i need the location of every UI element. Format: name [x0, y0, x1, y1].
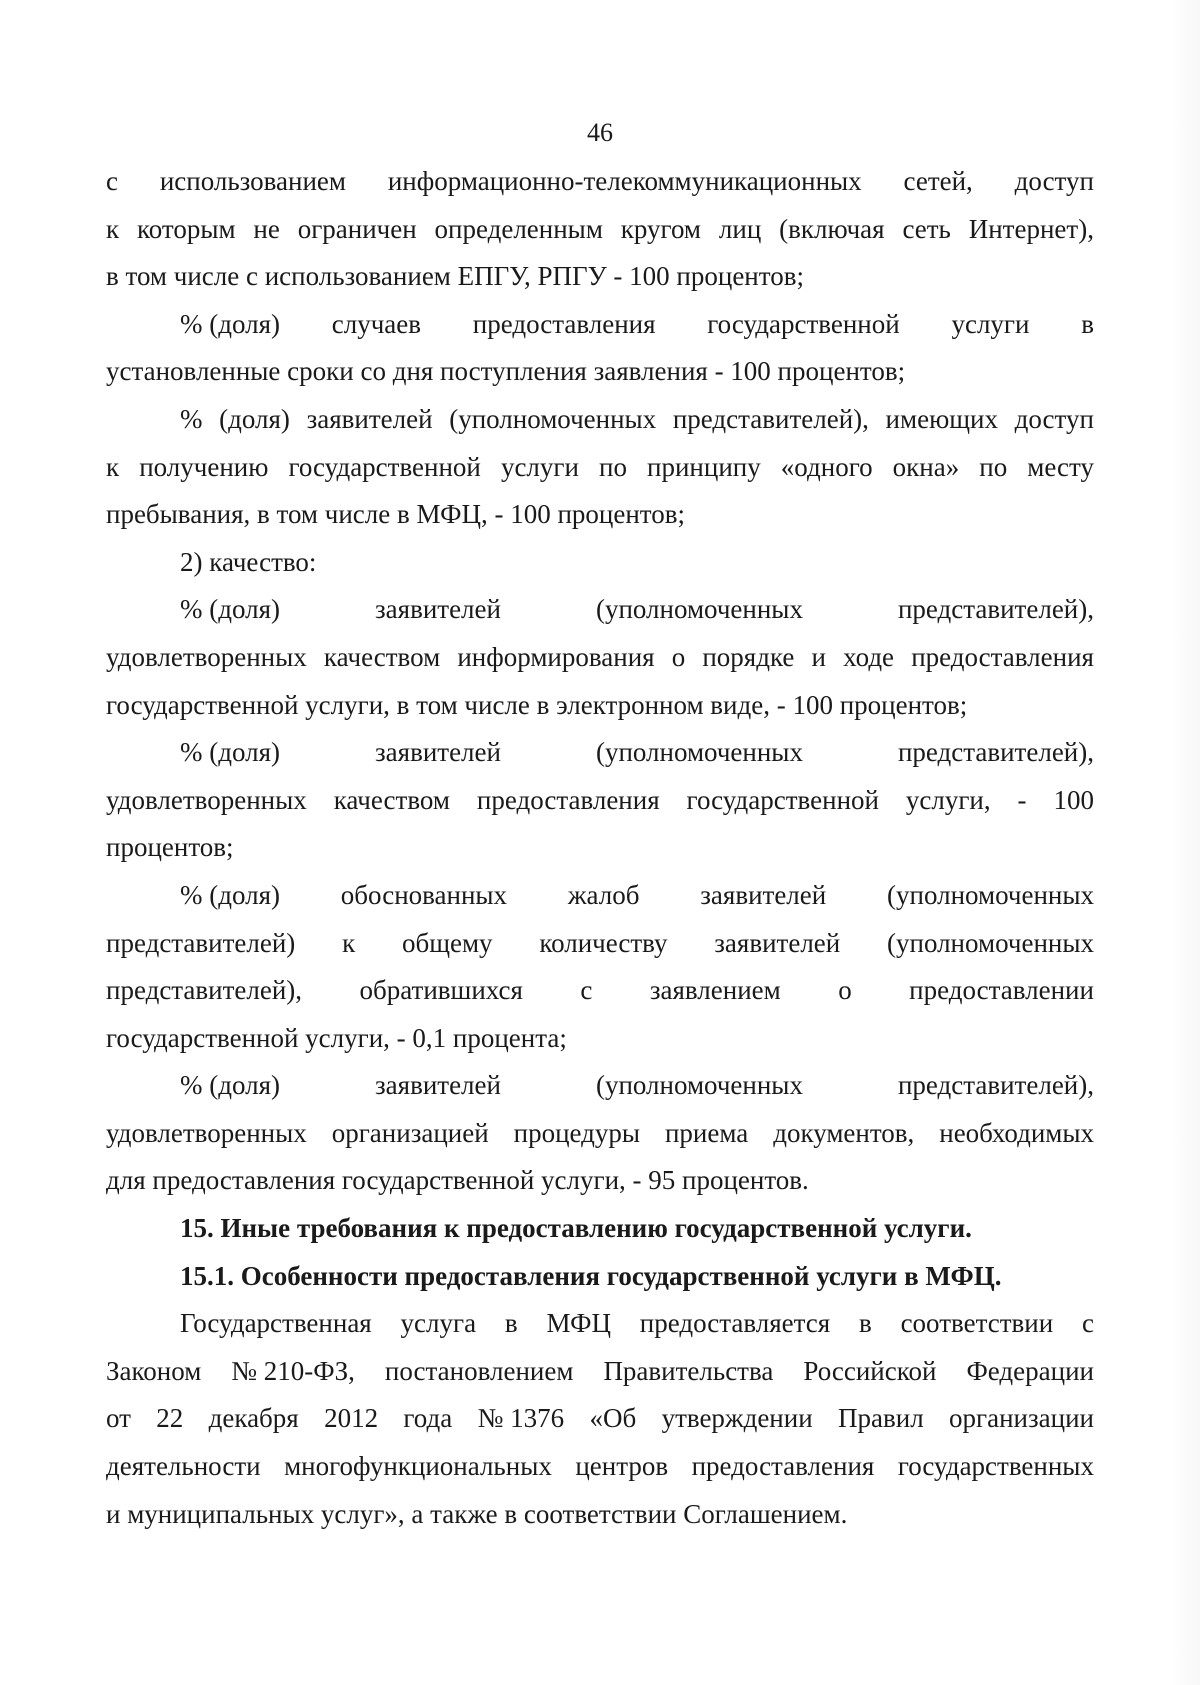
- word: приема: [664, 1117, 749, 1148]
- word: предоставления: [472, 308, 656, 339]
- word: Законом: [106, 1355, 202, 1386]
- word: с: [1081, 1308, 1094, 1339]
- page-number: 46: [587, 118, 613, 147]
- word: организации: [949, 1403, 1094, 1434]
- word: жалоб: [567, 879, 640, 910]
- word: представителей),: [897, 594, 1094, 625]
- word: (уполномоченных: [449, 403, 657, 434]
- word: от: [106, 1403, 131, 1434]
- text-line: процентов;: [106, 832, 234, 863]
- word: случаев: [331, 308, 422, 339]
- word: представителей),: [897, 1070, 1094, 1101]
- word: получению: [139, 451, 269, 482]
- text-line: [106, 444, 1094, 492]
- word: государственной: [288, 451, 481, 482]
- word: услуги: [951, 308, 1030, 339]
- text-line: пребывания, в том числе в МФЦ, - 100 процентов;: [106, 499, 685, 530]
- word: процедуры: [513, 1117, 641, 1148]
- text-line: [106, 1062, 1094, 1110]
- word: предоставлении: [909, 975, 1094, 1006]
- word: с: [580, 975, 593, 1006]
- text-line: [106, 1300, 1094, 1348]
- word: использованием: [159, 166, 346, 196]
- word: кругом: [620, 213, 702, 244]
- word: (включая: [779, 213, 885, 244]
- word: о: [838, 975, 852, 1006]
- word: в: [504, 1308, 518, 1339]
- word: не: [253, 213, 280, 244]
- word: качеством: [323, 641, 441, 672]
- word: Российской: [803, 1355, 937, 1386]
- word: представителей),: [897, 737, 1094, 768]
- word: имеющих: [885, 403, 998, 434]
- word: информационно-телекоммуникационных: [387, 166, 862, 196]
- word: принципу: [647, 451, 761, 482]
- document-body: [106, 158, 1094, 1538]
- word: которым: [136, 213, 236, 244]
- word: по: [599, 451, 627, 482]
- word: (уполномоченных: [887, 879, 1094, 910]
- word: государственных: [897, 1451, 1094, 1482]
- word: качеством: [333, 784, 450, 815]
- word: заявителей: [714, 927, 841, 958]
- text-line: [106, 396, 1094, 444]
- word: обратившихся: [359, 975, 523, 1006]
- word: к: [106, 213, 120, 244]
- text-line: [106, 1110, 1094, 1158]
- word: услуги,: [905, 784, 991, 815]
- word: заявлением: [649, 975, 781, 1006]
- word: общему: [401, 927, 493, 958]
- word: заявителей: [375, 1070, 501, 1101]
- word: года: [403, 1403, 453, 1434]
- text-line: [106, 1395, 1094, 1443]
- text-line: [106, 777, 1094, 825]
- word: предоставления: [476, 784, 660, 815]
- word: услуги: [500, 451, 579, 482]
- word: предоставления: [911, 641, 1094, 672]
- word: «одного: [780, 451, 873, 482]
- text-line: [106, 729, 1094, 777]
- word: необходимых: [939, 1117, 1094, 1148]
- word: сетей,: [903, 166, 973, 196]
- text-line: [106, 920, 1094, 968]
- word: удовлетворенных: [106, 1117, 307, 1148]
- word: соответствии: [900, 1308, 1054, 1339]
- word: представителей),: [672, 403, 869, 434]
- word: количеству: [539, 927, 668, 958]
- word: ходе: [843, 641, 895, 672]
- word: определенным: [434, 213, 603, 244]
- word: организацией: [331, 1117, 489, 1148]
- word: по: [979, 451, 1008, 482]
- word: (уполномоченных: [595, 737, 803, 768]
- text-line: [106, 872, 1094, 920]
- word: заявителей: [375, 594, 501, 625]
- word: декабря: [208, 1403, 299, 1434]
- word: «Об: [589, 1403, 637, 1434]
- text-line: государственной услуги, - 0,1 процента;: [106, 1022, 567, 1053]
- word: информирования: [457, 641, 655, 672]
- text-line: [106, 586, 1094, 634]
- text-line: [106, 1443, 1094, 1491]
- word: постановлением: [384, 1355, 574, 1386]
- text-line: [106, 301, 1094, 349]
- text-line: [106, 634, 1094, 682]
- word: многофункциональных: [284, 1451, 552, 1482]
- word: центров: [575, 1451, 669, 1482]
- word: к: [342, 927, 356, 958]
- word: % (доля): [180, 308, 280, 339]
- word: с: [106, 166, 118, 196]
- text-line: государственной услуги, в том числе в электронном виде, - 100 процентов;: [106, 689, 968, 720]
- word: утверждении: [661, 1403, 813, 1434]
- word: МФЦ: [546, 1308, 611, 1339]
- text-line: установленные сроки со дня поступления заявления - 100 процентов;: [106, 356, 906, 387]
- word: представителей),: [106, 975, 303, 1006]
- text-line: 2) качество:: [180, 546, 317, 577]
- word: %: [180, 403, 203, 434]
- word: в: [859, 1308, 872, 1339]
- word: государственной: [707, 308, 900, 339]
- text-line: [106, 206, 1094, 254]
- word: деятельности: [106, 1451, 261, 1482]
- word: 22: [156, 1403, 184, 1434]
- word: (доля): [219, 403, 290, 434]
- word: Интернет),: [968, 213, 1094, 244]
- word: и: [811, 641, 826, 672]
- word: месту: [1027, 451, 1094, 482]
- text-line: и муниципальных услуг», а также в соответствии Соглашением.: [106, 1498, 848, 1529]
- word: заявителей: [306, 403, 433, 434]
- text-line: в том числе с использованием ЕПГУ, РПГУ - 100 процентов;: [106, 261, 804, 292]
- scan-edge-shading: [1170, 0, 1200, 1685]
- word: сеть: [902, 213, 951, 244]
- word: о: [671, 641, 686, 672]
- word: 2012: [324, 1403, 379, 1434]
- word: (уполномоченных: [595, 1070, 803, 1101]
- word: окна»: [892, 451, 960, 482]
- word: государственной: [686, 784, 879, 815]
- word: услуга: [400, 1308, 477, 1339]
- subsection-heading: 15.1. Особенности предоставления государственной услуги в МФЦ.: [180, 1260, 1002, 1291]
- section-heading: 15. Иные требования к предоставлению государственной услуги.: [180, 1213, 972, 1244]
- word: представителей): [106, 927, 296, 958]
- word: % (доля): [180, 1070, 280, 1101]
- text-line: для предоставления государственной услуги, - 95 процентов.: [106, 1165, 809, 1196]
- word: доступ: [1014, 403, 1094, 434]
- word: удовлетворенных: [106, 784, 307, 815]
- word: (уполномоченных: [595, 594, 803, 625]
- word: в: [1081, 308, 1094, 339]
- text-line: [106, 158, 1094, 206]
- text-line: [106, 1348, 1094, 1396]
- text-line: [106, 967, 1094, 1015]
- word: % (доля): [180, 879, 280, 910]
- word: лиц: [718, 213, 762, 244]
- word: к: [106, 451, 120, 482]
- word: 100: [1053, 784, 1094, 815]
- word: % (доля): [180, 737, 280, 768]
- word: (уполномоченных: [887, 927, 1094, 958]
- word: Правительства: [603, 1355, 774, 1386]
- word: удовлетворенных: [106, 641, 307, 672]
- word: Государственная: [180, 1308, 372, 1339]
- word: заявителей: [375, 737, 501, 768]
- word: -: [1017, 784, 1027, 815]
- word: № 1376: [477, 1403, 565, 1434]
- word: № 210-ФЗ,: [231, 1355, 355, 1386]
- word: ограничен: [297, 213, 417, 244]
- word: % (доля): [180, 594, 280, 625]
- word: документов,: [773, 1117, 915, 1148]
- word: предоставления: [691, 1451, 875, 1482]
- word: предоставляется: [639, 1308, 831, 1339]
- word: обоснованных: [340, 879, 508, 910]
- word: порядке: [702, 641, 795, 672]
- word: Федерации: [966, 1355, 1094, 1386]
- word: доступ: [1014, 166, 1094, 196]
- word: Правил: [838, 1403, 924, 1434]
- word: заявителей: [700, 879, 827, 910]
